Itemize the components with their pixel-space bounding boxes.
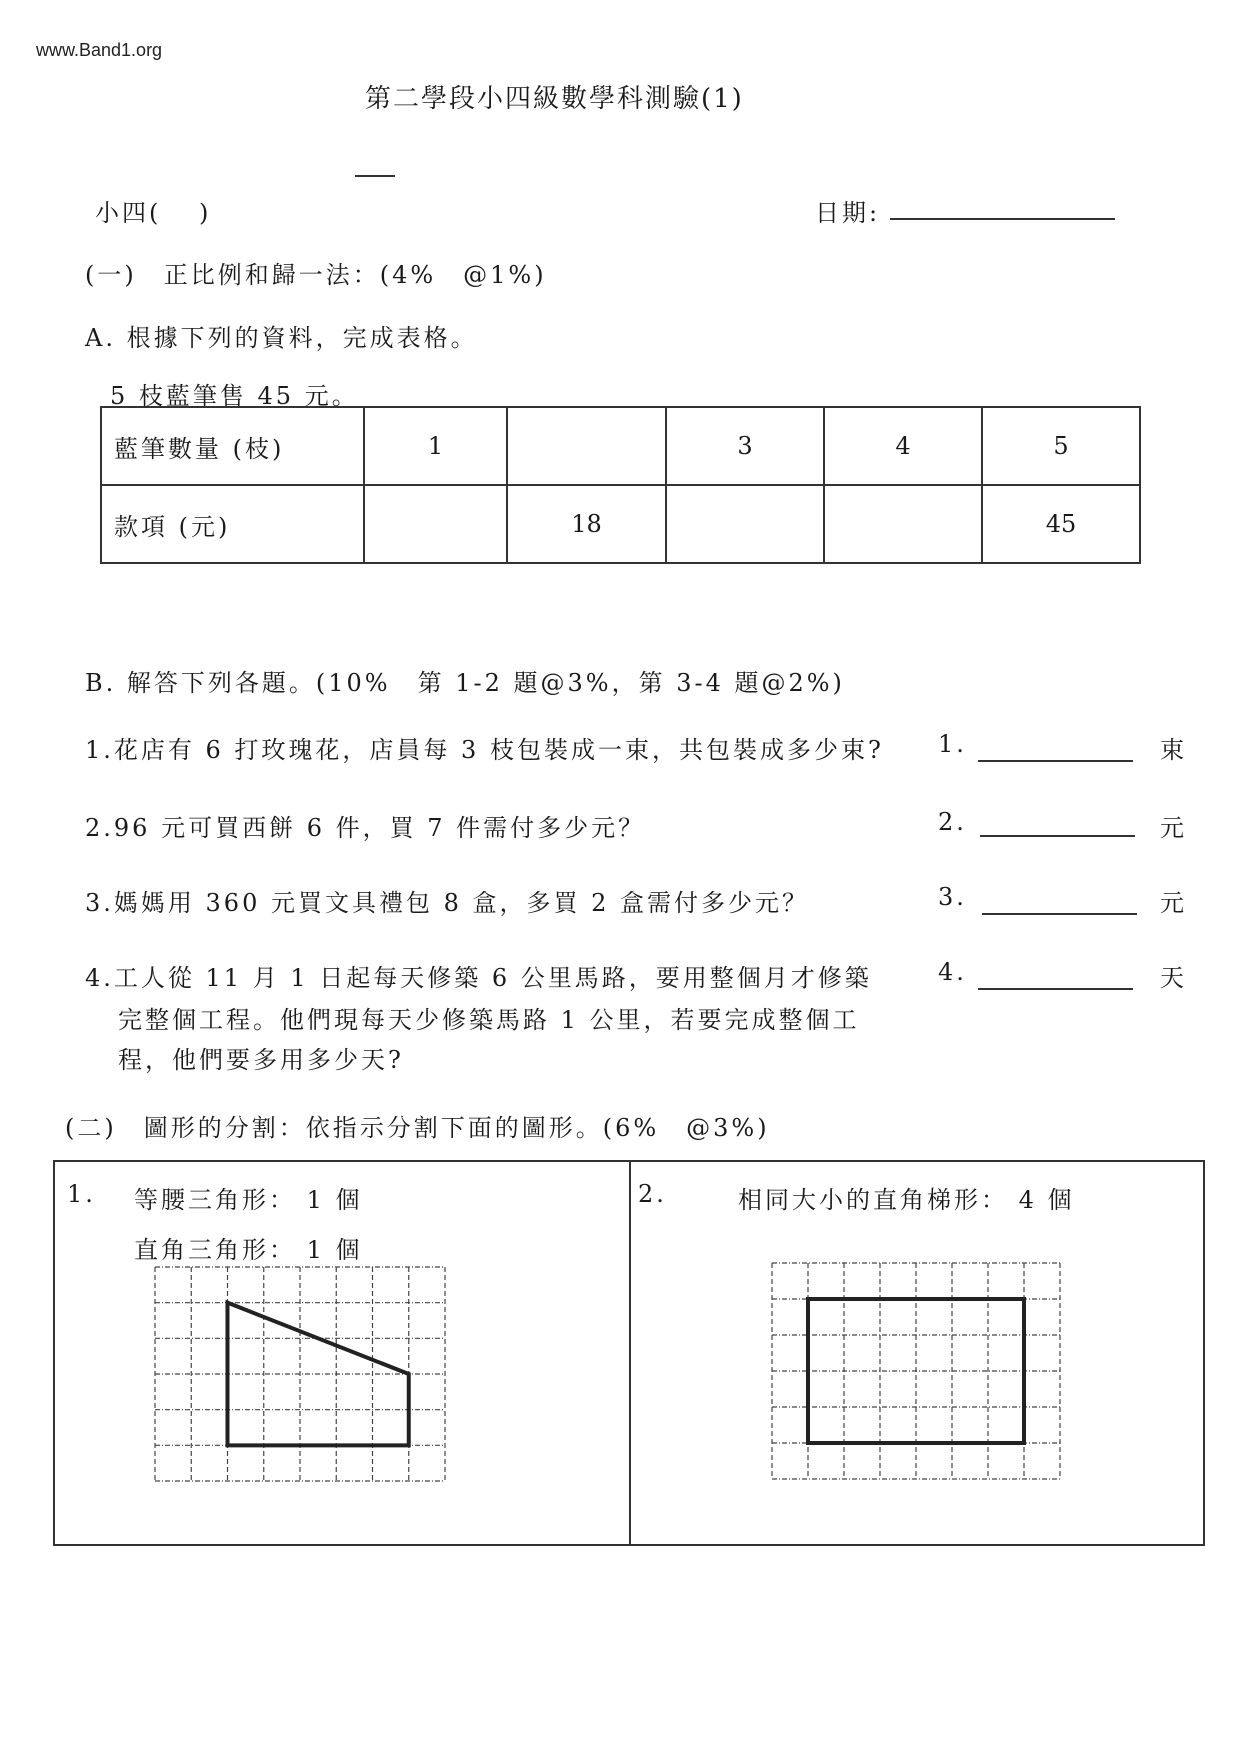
table-row	[101, 407, 1140, 485]
question-4-line-2: 完整個工程。他們現每天少修築馬路 1 公里，若要完成整個工	[118, 1006, 860, 1034]
page-title: 第二學段小四級數學科測驗(1)	[365, 84, 744, 114]
panel-divider	[629, 1160, 631, 1544]
table-cell[interactable]	[364, 485, 507, 563]
question-4-line-1: 4.工人從 11 月 1 日起每天修築 6 公里馬路，要用整個月才修築	[85, 964, 872, 992]
table-cell[interactable]: 3	[666, 407, 824, 485]
answer-unit: 元	[1160, 889, 1187, 917]
table-cell[interactable]: 5	[982, 407, 1140, 485]
panel-1-number: 1.	[67, 1180, 96, 1208]
question-4-line-3: 程，他們要多用多少天?	[118, 1046, 404, 1074]
answer-unit: 束	[1160, 736, 1187, 764]
table-cell[interactable]: 1	[364, 407, 507, 485]
question-3: 3.媽媽用 360 元買文具禮包 8 盒，多買 2 盒需付多少元？	[85, 889, 810, 917]
table-row	[101, 485, 1140, 563]
date-label: 日期:	[815, 199, 881, 227]
answer-field[interactable]	[982, 913, 1137, 915]
proportion-table	[100, 406, 1141, 564]
panel-2-instruction: 相同大小的直角梯形： 4 個	[738, 1186, 1075, 1214]
table-cell[interactable]: 18	[507, 485, 666, 563]
answer-field[interactable]	[980, 835, 1135, 837]
panel-1-instruction-2: 直角三角形： 1 個	[134, 1236, 363, 1264]
answer-field[interactable]	[978, 760, 1133, 762]
partA-instruction: A. 根據下列的資料，完成表格。	[85, 324, 478, 352]
answer-unit: 元	[1160, 814, 1187, 842]
answer-number: 3.	[938, 883, 967, 911]
answer-unit: 天	[1160, 964, 1187, 992]
panel-2-number: 2.	[638, 1180, 667, 1208]
row-header: 款項 (元)	[101, 485, 364, 563]
panel-1-grid[interactable]	[154, 1266, 446, 1482]
table-cell[interactable]: 45	[982, 485, 1140, 563]
question-1: 1.花店有 6 打玫瑰花，店員每 3 枝包裝成一束，共包裝成多少束?	[85, 736, 884, 764]
class-label: 小四( )	[95, 199, 212, 227]
answer-number: 2.	[938, 808, 967, 836]
table-cell[interactable]	[824, 485, 982, 563]
table-cell[interactable]: 4	[824, 407, 982, 485]
row-header: 藍筆數量 (枝)	[101, 407, 364, 485]
watermark: www.Band1.org	[36, 40, 163, 60]
panel-2-grid[interactable]	[771, 1262, 1061, 1480]
table-cell[interactable]	[666, 485, 824, 563]
partB-instruction: B. 解答下列各題。(10% 第 1-2 題@3%，第 3-4 題@2%)	[85, 669, 845, 697]
table-cell[interactable]	[507, 407, 666, 485]
panel-1-instruction-1: 等腰三角形： 1 個	[134, 1186, 363, 1214]
section1-heading: (一) 正比例和歸一法：(4% @1%)	[85, 261, 547, 289]
section2-heading: (二) 圖形的分割：依指示分割下面的圖形。(6% @3%)	[65, 1114, 770, 1142]
answer-field[interactable]	[978, 988, 1133, 990]
question-2: 2.96 元可買西餅 6 件，買 7 件需付多少元？	[85, 814, 646, 842]
divider	[355, 175, 395, 177]
date-field[interactable]	[890, 218, 1115, 220]
answer-number: 1.	[938, 730, 967, 758]
answer-number: 4.	[938, 958, 967, 986]
partA-given: 5 枝藍筆售 45 元。	[110, 382, 359, 410]
